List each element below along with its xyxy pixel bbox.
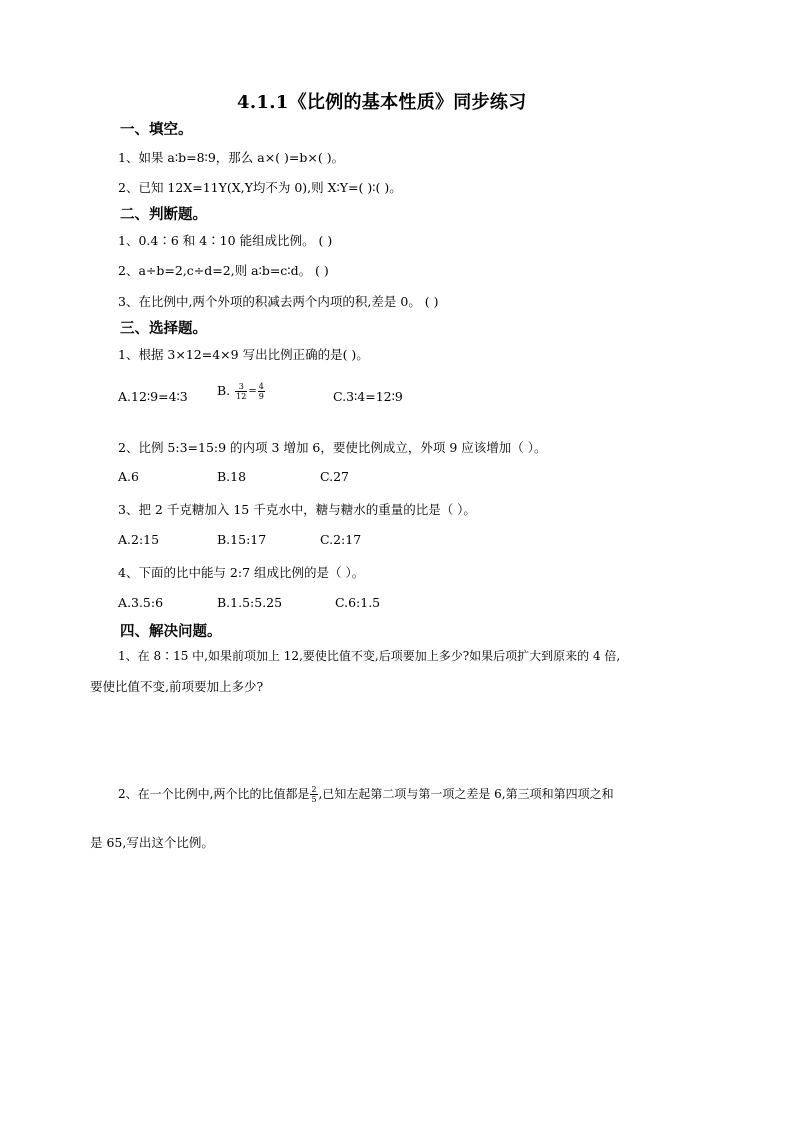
section-heading-solve: 四、解决问题。	[120, 623, 222, 640]
choice-4-option-c: C.6:1.5	[335, 595, 381, 610]
choice-3-option-a: A.2:15	[118, 532, 160, 547]
choice-question-2: 2、比例 5:3=15:9 的内项 3 增加 6，要使比例成立，外项 9 应该增加（ ）。	[118, 440, 547, 455]
judge-question-3: 3、在比例中,两个外项的积减去两个内项的积,差是 0。 ( )	[118, 294, 439, 309]
page-title: 4.1.1《比例的基本性质》同步练习	[237, 92, 527, 113]
section-heading-fill: 一、填空。	[120, 121, 193, 138]
choice-4-option-a: A.3.5:6	[118, 595, 164, 610]
choice-question-3: 3、把 2 千克糖加入 15 千克水中，糖与糖水的重量的比是（ ）。	[118, 502, 476, 517]
choice-4-option-b: B.1.5:5.25	[217, 595, 283, 610]
choice-1-option-b	[217, 382, 266, 401]
choice-3-option-b: B.15:17	[217, 532, 267, 547]
equals-sign: =	[248, 386, 257, 397]
fraction-4-over-9	[258, 382, 265, 401]
fill-question-2: 2、已知 12X=11Y(X,Y均不为 0),则 X∶Y=( )∶( )。	[118, 180, 402, 195]
solve-2-suffix: ,已知左起第二项与第一项之差是 6,第三项和第四项之和	[318, 787, 614, 801]
judge-question-1: 1、0.4∶6 和 4∶10 能组成比例。 ( )	[118, 233, 333, 248]
fraction-numerator: 3	[235, 382, 247, 392]
fill-question-1: 1、如果 a∶b=8∶9，那么 a×( )=b×( )。	[118, 150, 345, 165]
solve-question-1-line-1: 1、在 8∶15 中,如果前项加上 12,要使比值不变,后项要加上多少?如果后项扩大到原来的 4 倍,	[118, 649, 621, 663]
fraction-3-over-12	[235, 382, 247, 401]
choice-3-option-c: C.2:17	[320, 532, 362, 547]
solve-question-1-line-2: 要使比值不变,前项要加上多少?	[90, 679, 264, 694]
fraction-denominator: 9	[258, 392, 264, 401]
section-heading-choice: 三、选择题。	[120, 320, 207, 337]
fraction-numerator: 2	[311, 785, 317, 794]
choice-2-option-a: A.6	[118, 469, 139, 484]
option-b-label: B.	[217, 383, 231, 398]
choice-1-option-c: C.3∶4=12∶9	[333, 389, 403, 404]
fraction-numerator: 4	[258, 382, 264, 391]
choice-2-option-b: B.18	[217, 469, 247, 484]
solve-question-2-line-1	[118, 785, 614, 804]
choice-question-1: 1、根据 3×12=4×9 写出比例正确的是( )。	[118, 347, 369, 362]
choice-1-option-a: A.12∶9=4∶3	[118, 389, 188, 404]
fraction-denominator: 12	[236, 392, 247, 401]
choice-2-option-c: C.27	[320, 469, 349, 484]
solve-2-prefix: 2、在一个比例中,两个比的比值都是	[118, 787, 310, 801]
choice-question-4: 4、下面的比中能与 2:7 组成比例的是（ ）。	[118, 565, 365, 580]
fraction-denominator: 5	[311, 795, 317, 804]
solve-question-2-line-2: 是 65,写出这个比例。	[90, 835, 214, 850]
judge-question-2: 2、a÷b=2,c÷d=2,则 a∶b=c∶d。 ( )	[118, 263, 329, 278]
section-heading-judge: 二、判断题。	[120, 206, 207, 223]
fraction-2-over-5	[310, 785, 317, 804]
